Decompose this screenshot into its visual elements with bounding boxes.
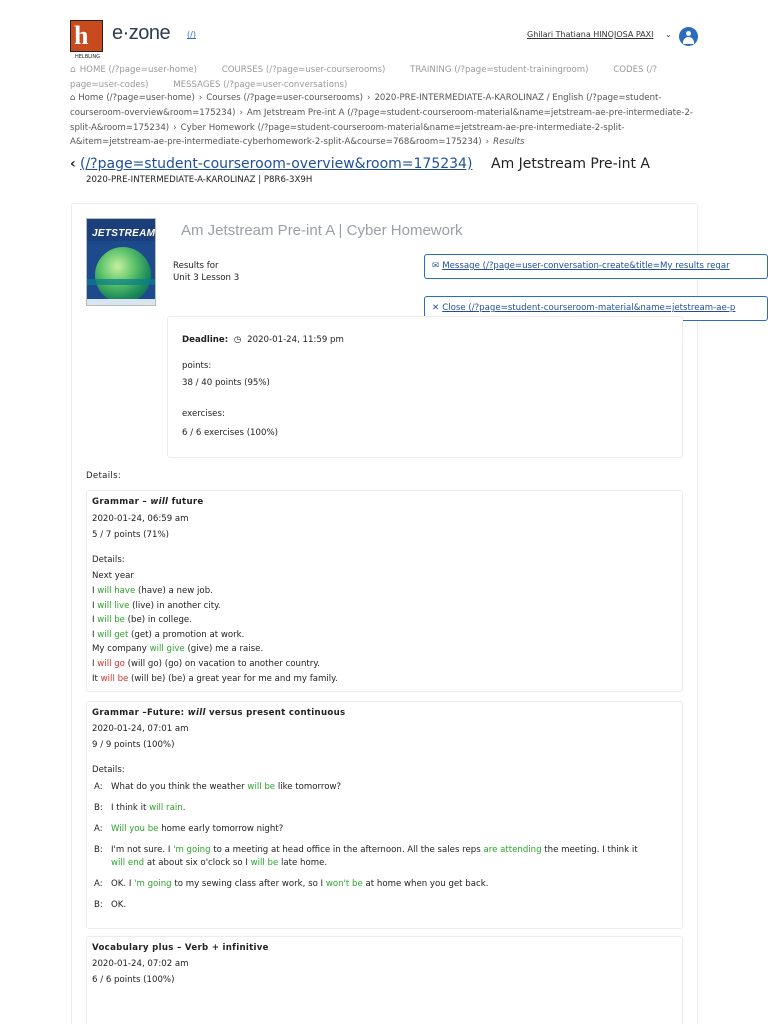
homework-heading: Am Jetstream Pre-int A | Cyber Homework	[181, 222, 463, 239]
home-icon: ⌂	[70, 65, 76, 75]
deadline-row	[182, 335, 344, 345]
wrong-answer: will go	[97, 659, 125, 669]
exercise-details-label: Details:	[92, 765, 125, 775]
exercise-score: 9 / 9 points (100%)	[92, 740, 175, 750]
answer-line: It will be (will be) (be) a great year for me and my family.	[92, 674, 338, 684]
answer-line: I will have (have) a new job.	[92, 586, 213, 596]
home-icon: ⌂	[70, 93, 76, 103]
deadline-value: 2020-01-24, 11:59 pm	[247, 335, 344, 345]
answer-line: I will live (live) in another city.	[92, 601, 221, 611]
speaker-label: B:	[94, 900, 103, 910]
correct-answer: Will you be	[111, 824, 159, 834]
dialogue-line: I'm not sure. I 'm going to a meeting at head office in the afternoon. All the sales reps are attending the meeting. I think it	[111, 845, 638, 855]
course-overview-link[interactable]: (/?page=student-courseroom-overview&room=175234)	[80, 156, 473, 172]
close-button-label: Close (/?page=student-courseroom-material&name=jetstream-ae-p	[442, 303, 736, 313]
results-for-label: Results for	[173, 261, 219, 271]
answer-line: My company will give (give) me a raise.	[92, 644, 264, 654]
chevron-right-icon: ›	[239, 107, 243, 118]
results-for	[173, 260, 239, 284]
exercise-score: 6 / 6 points (100%)	[92, 975, 175, 985]
details-heading: Details:	[86, 471, 122, 481]
deadline-label: Deadline:	[182, 335, 229, 345]
message-button-label: Message (/?page=user-conversation-create&title=My results regar	[442, 261, 730, 271]
dialogue-line: OK.	[111, 900, 127, 910]
correct-answer: will live	[97, 601, 130, 611]
correct-answer: 'm going	[173, 845, 211, 855]
helbling-logo[interactable]	[70, 20, 103, 60]
speaker-label: A:	[94, 782, 103, 792]
dialogue-line: will end at about six o'clock so I will be late home.	[111, 858, 328, 868]
correct-answer: will end	[111, 858, 145, 868]
exercise-title: Grammar –Future: will versus present continuous	[92, 708, 346, 718]
correct-answer: won't be	[325, 879, 363, 889]
exercise-date: 2020-01-24, 07:01 am	[92, 724, 189, 734]
envelope-icon: ✉	[432, 261, 440, 271]
speaker-label: B:	[94, 845, 103, 855]
nav-item-codes[interactable]: CODES (/?page=user-codes)	[70, 65, 658, 90]
breadcrumb-courses[interactable]: Courses (/?page=user-courserooms)	[206, 93, 364, 103]
breadcrumb-homework[interactable]: Cyber Homework (/?page=student-courseroom-material&name=jetstream-ae-pre-intermediate-2-split-A&item=jetstream-ae-pre-intermediate-cyberhomework-2-split-A&course=768&room=175234)	[70, 122, 625, 148]
dialogue-line: What do you think the weather will be like tomorrow?	[111, 782, 342, 792]
logo-mark: h	[74, 21, 89, 50]
book-brand: JETSTREAM	[92, 228, 156, 239]
speaker-label: A:	[94, 824, 103, 834]
exercise-details-label: Details:	[92, 555, 125, 565]
exercise-score: 5 / 7 points (71%)	[92, 530, 169, 540]
breadcrumb-home[interactable]: Home (/?page=user-home)	[78, 93, 195, 103]
exercise-title: Vocabulary plus – Verb + infinitive	[92, 943, 269, 953]
nav-item-training[interactable]: TRAINING (/?page=student-trainingroom)	[410, 65, 589, 75]
course-code: 2020-PRE-INTERMEDIATE-A-KAROLINAZ | P8R6-3X9H	[86, 175, 313, 185]
clock-icon: ◷	[233, 335, 242, 345]
points-value: 38 / 40 points (95%)	[182, 378, 270, 388]
main-nav	[70, 63, 700, 93]
unit-label: Unit 3 Lesson 3	[173, 273, 240, 283]
nav-item-courses[interactable]: COURSES (/?page=user-courserooms)	[221, 65, 386, 75]
correct-answer: will rain	[149, 803, 183, 813]
speaker-label: A:	[94, 879, 103, 889]
user-menu-name[interactable]: Ghilari Thatiana HINOJOSA PAXI	[527, 30, 654, 39]
exercise-card	[86, 701, 683, 929]
user-avatar-icon[interactable]	[679, 27, 698, 46]
chevron-right-icon: ›	[173, 122, 177, 133]
answer-line: I will be (be) in college.	[92, 615, 192, 625]
dialogue-line: OK. I 'm going to my sewing class after work, so I won't be at home when you get back.	[111, 879, 489, 889]
exercises-label: exercises:	[182, 409, 225, 419]
back-chevron-icon[interactable]: ‹	[70, 156, 76, 172]
nav-item-home[interactable]: ⌂ HOME (/?page=user-home)	[70, 65, 198, 75]
wrong-answer: will be	[100, 674, 129, 684]
correct-answer: 'm going	[134, 879, 172, 889]
correct-answer: will get	[97, 630, 129, 640]
page-title: Am Jetstream Pre-int A	[491, 156, 650, 172]
points-label: points:	[182, 361, 212, 371]
dialogue-line: Will you be home early tomorrow night?	[111, 824, 284, 834]
ezone-brand[interactable]: e·zone	[112, 22, 171, 44]
chevron-right-icon: ›	[485, 137, 490, 148]
answer-line: I will go (will go) (go) on vacation to another country.	[92, 659, 320, 669]
correct-answer: will give	[149, 644, 185, 654]
correct-answer: will be	[250, 858, 279, 868]
book-cover-image	[86, 218, 156, 306]
nav-item-messages[interactable]: MESSAGES (/?page=user-conversations)	[173, 80, 348, 90]
correct-answer: will have	[97, 586, 136, 596]
message-button[interactable]	[424, 254, 768, 279]
correct-answer: will be	[247, 782, 276, 792]
ezone-home-link[interactable]: (/)	[187, 30, 196, 39]
speaker-label: B:	[94, 803, 103, 813]
breadcrumb-course[interactable]: 2020-PRE-INTERMEDIATE-A-KAROLINAZ / English (/?page=student-courseroom-overview&room=175234)	[70, 93, 662, 118]
dialogue-line: I think it will rain.	[111, 803, 186, 813]
breadcrumb-current: Results	[493, 137, 525, 148]
chevron-down-icon[interactable]: ⌄	[665, 30, 672, 39]
answer-line: I will get (get) a promotion at work.	[92, 630, 245, 640]
exercise-subhead: Next year	[92, 571, 134, 581]
logo-subtext: HELBLING	[74, 54, 100, 60]
chevron-right-icon: ›	[367, 93, 371, 103]
correct-answer: will be	[97, 615, 125, 625]
breadcrumb-material[interactable]: Am Jetstream Pre-int A (/?page=student-courseroom-material&name=jetstream-ae-pre-intermediate-2-split-A&room=175234)	[70, 107, 693, 133]
correct-answer: are attending	[483, 845, 542, 855]
breadcrumb	[70, 91, 700, 150]
chevron-right-icon: ›	[198, 93, 203, 103]
exercise-title: Grammar – will future	[92, 497, 204, 507]
exercise-date: 2020-01-24, 06:59 am	[92, 514, 189, 524]
exercises-value: 6 / 6 exercises (100%)	[182, 428, 278, 438]
exercise-date: 2020-01-24, 07:02 am	[92, 959, 189, 969]
close-icon: ✕	[432, 303, 440, 313]
